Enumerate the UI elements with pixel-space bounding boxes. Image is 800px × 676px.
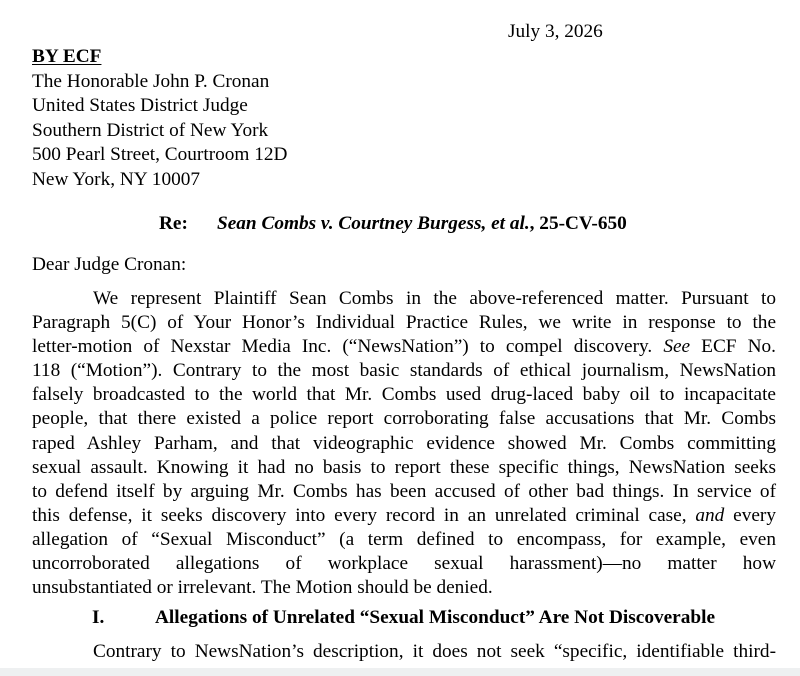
paragraph-line: allegation of “Sexual Misconduct” (a term defined to encompass, for example, even bbox=[32, 528, 776, 550]
next-paragraph bbox=[32, 640, 776, 664]
paragraph-line: raped Ashley Parham, and that videographic evidence showed Mr. Combs committing bbox=[32, 432, 776, 454]
body-paragraph bbox=[32, 287, 776, 600]
re-line bbox=[159, 212, 627, 236]
salutation: Dear Judge Cronan: bbox=[32, 254, 187, 275]
re-label: Re: bbox=[159, 213, 188, 234]
paragraph-line: to defend itself by arguing Mr. Combs has been accused of other bad things. In service of bbox=[32, 480, 776, 502]
paragraph-line: uncorroborated allegations of workplace sexual harassment)—no matter how bbox=[32, 553, 776, 575]
address-line: The Honorable John P. Cronan bbox=[32, 70, 270, 92]
address-line: New York, NY 10007 bbox=[32, 168, 201, 190]
paragraph-line: people, that there existed a police report corroborating false accusations that Mr. Combs bbox=[32, 408, 776, 430]
section-number: I. bbox=[92, 607, 105, 628]
paragraph-line: this defense, it seeks discovery into every record in an unrelated criminal case, and every bbox=[32, 504, 776, 526]
address-line: United States District Judge bbox=[32, 95, 248, 117]
address-line: 500 Pearl Street, Courtroom 12D bbox=[32, 144, 288, 166]
delivery-method: BY ECF bbox=[32, 46, 102, 67]
see-signal: See bbox=[663, 336, 691, 358]
paragraph-line: 118 (“Motion”). Contrary to the most basic standards of ethical journalism, NewsNation bbox=[32, 360, 776, 382]
section-heading bbox=[92, 606, 715, 630]
address-line: Southern District of New York bbox=[32, 119, 269, 141]
paragraph-line: unsubstantiated or irrelevant. The Motion should be denied. bbox=[32, 577, 493, 599]
page-bottom-fade bbox=[0, 668, 800, 676]
paragraph-line: Paragraph 5(C) of Your Honor’s Individual Practice Rules, we write in response to the bbox=[32, 312, 776, 334]
paragraph-line: Contrary to NewsNation’s description, it does not seek “specific, identifiable third- bbox=[93, 641, 776, 662]
letter-date: July 3, 2026 bbox=[508, 21, 603, 42]
paragraph-line: sexual assault. Knowing it had no basis to report these specific things, NewsNation seeks bbox=[32, 456, 776, 478]
address-block bbox=[32, 45, 287, 193]
case-number: , 25-CV-650 bbox=[529, 213, 627, 234]
and-emphasis: and bbox=[695, 504, 725, 526]
paragraph-line: letter-motion of Nexstar Media Inc. (“NewsNation”) to compel discovery. See ECF No. bbox=[32, 336, 776, 358]
section-title: Allegations of Unrelated “Sexual Misconduct” Are Not Discoverable bbox=[155, 607, 716, 628]
paragraph-line: falsely broadcasted to the world that Mr. Combs used drug-laced baby oil to incapacitate bbox=[32, 384, 776, 406]
paragraph-line: We represent Plaintiff Sean Combs in the above-referenced matter. Pursuant to bbox=[93, 288, 776, 309]
case-name: Sean Combs v. Courtney Burgess, et al. bbox=[217, 213, 530, 234]
